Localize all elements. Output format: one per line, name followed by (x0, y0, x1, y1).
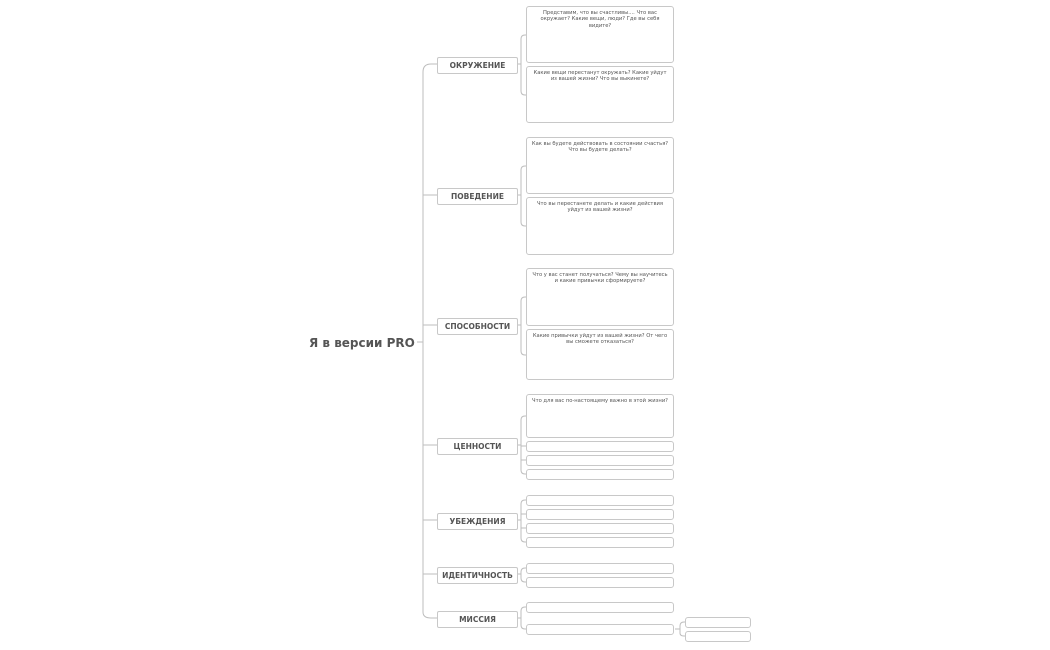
empty-card[interactable] (526, 455, 674, 466)
branch-label: СПОСОБНОСТИ (444, 322, 511, 331)
question-card[interactable] (526, 268, 674, 326)
question-text: Представим, что вы счастливы.... Что вас окружает? Какие вещи, люди? Где вы себя видите? (540, 10, 660, 29)
empty-card[interactable] (526, 495, 674, 506)
root-node[interactable] (309, 334, 415, 352)
branch-label: ИДЕНТИЧНОСТЬ (442, 571, 513, 580)
root-node-label: Я в версии PRO (309, 336, 415, 350)
question-card[interactable] (526, 6, 674, 63)
branch-node-environment[interactable] (437, 57, 518, 74)
empty-card[interactable] (526, 537, 674, 548)
question-card[interactable] (526, 66, 674, 123)
question-text: Как вы будете действовать в состоянии счастья? Что вы будете делать? (531, 141, 669, 154)
question-text: Какие вещи перестанут окружать? Какие уйдут из вашей жизни? Что вы выкинете? (533, 70, 667, 83)
empty-card[interactable] (526, 624, 674, 635)
branch-label: УБЕЖДЕНИЯ (449, 517, 506, 526)
question-text: Что для вас по-настоящему важно в этой жизни? (532, 398, 668, 404)
empty-card[interactable] (526, 469, 674, 480)
question-text: Что вы перестанете делать и какие действия уйдут из вашей жизни? (536, 201, 664, 214)
branch-node-values[interactable] (437, 438, 518, 455)
connector-line (423, 64, 437, 72)
question-card[interactable] (526, 394, 674, 438)
sub-card[interactable] (685, 631, 751, 642)
branch-node-abilities[interactable] (437, 318, 518, 335)
empty-card[interactable] (526, 563, 674, 574)
branch-label: ОКРУЖЕНИЕ (449, 61, 506, 70)
branch-node-identity[interactable] (437, 567, 518, 584)
empty-card[interactable] (526, 602, 674, 613)
question-card[interactable] (526, 329, 674, 380)
branch-node-mission[interactable] (437, 611, 518, 628)
empty-card[interactable] (526, 523, 674, 534)
question-text: Что у вас станет получаться? Чему вы научитесь и какие привычки сформируете? (532, 272, 668, 285)
connector-line (423, 612, 437, 618)
question-card[interactable] (526, 197, 674, 255)
branch-label: МИССИЯ (459, 615, 496, 624)
empty-card[interactable] (526, 577, 674, 588)
question-card[interactable] (526, 137, 674, 194)
question-text: Какие привычки уйдут из вашей жизни? От чего вы сможете отказаться? (532, 333, 668, 346)
empty-card[interactable] (526, 441, 674, 452)
sub-card[interactable] (685, 617, 751, 628)
empty-card[interactable] (526, 509, 674, 520)
branch-label: ЦЕННОСТИ (453, 442, 502, 451)
branch-node-behavior[interactable] (437, 188, 518, 205)
branch-label: ПОВЕДЕНИЕ (451, 192, 504, 201)
branch-node-beliefs[interactable] (437, 513, 518, 530)
